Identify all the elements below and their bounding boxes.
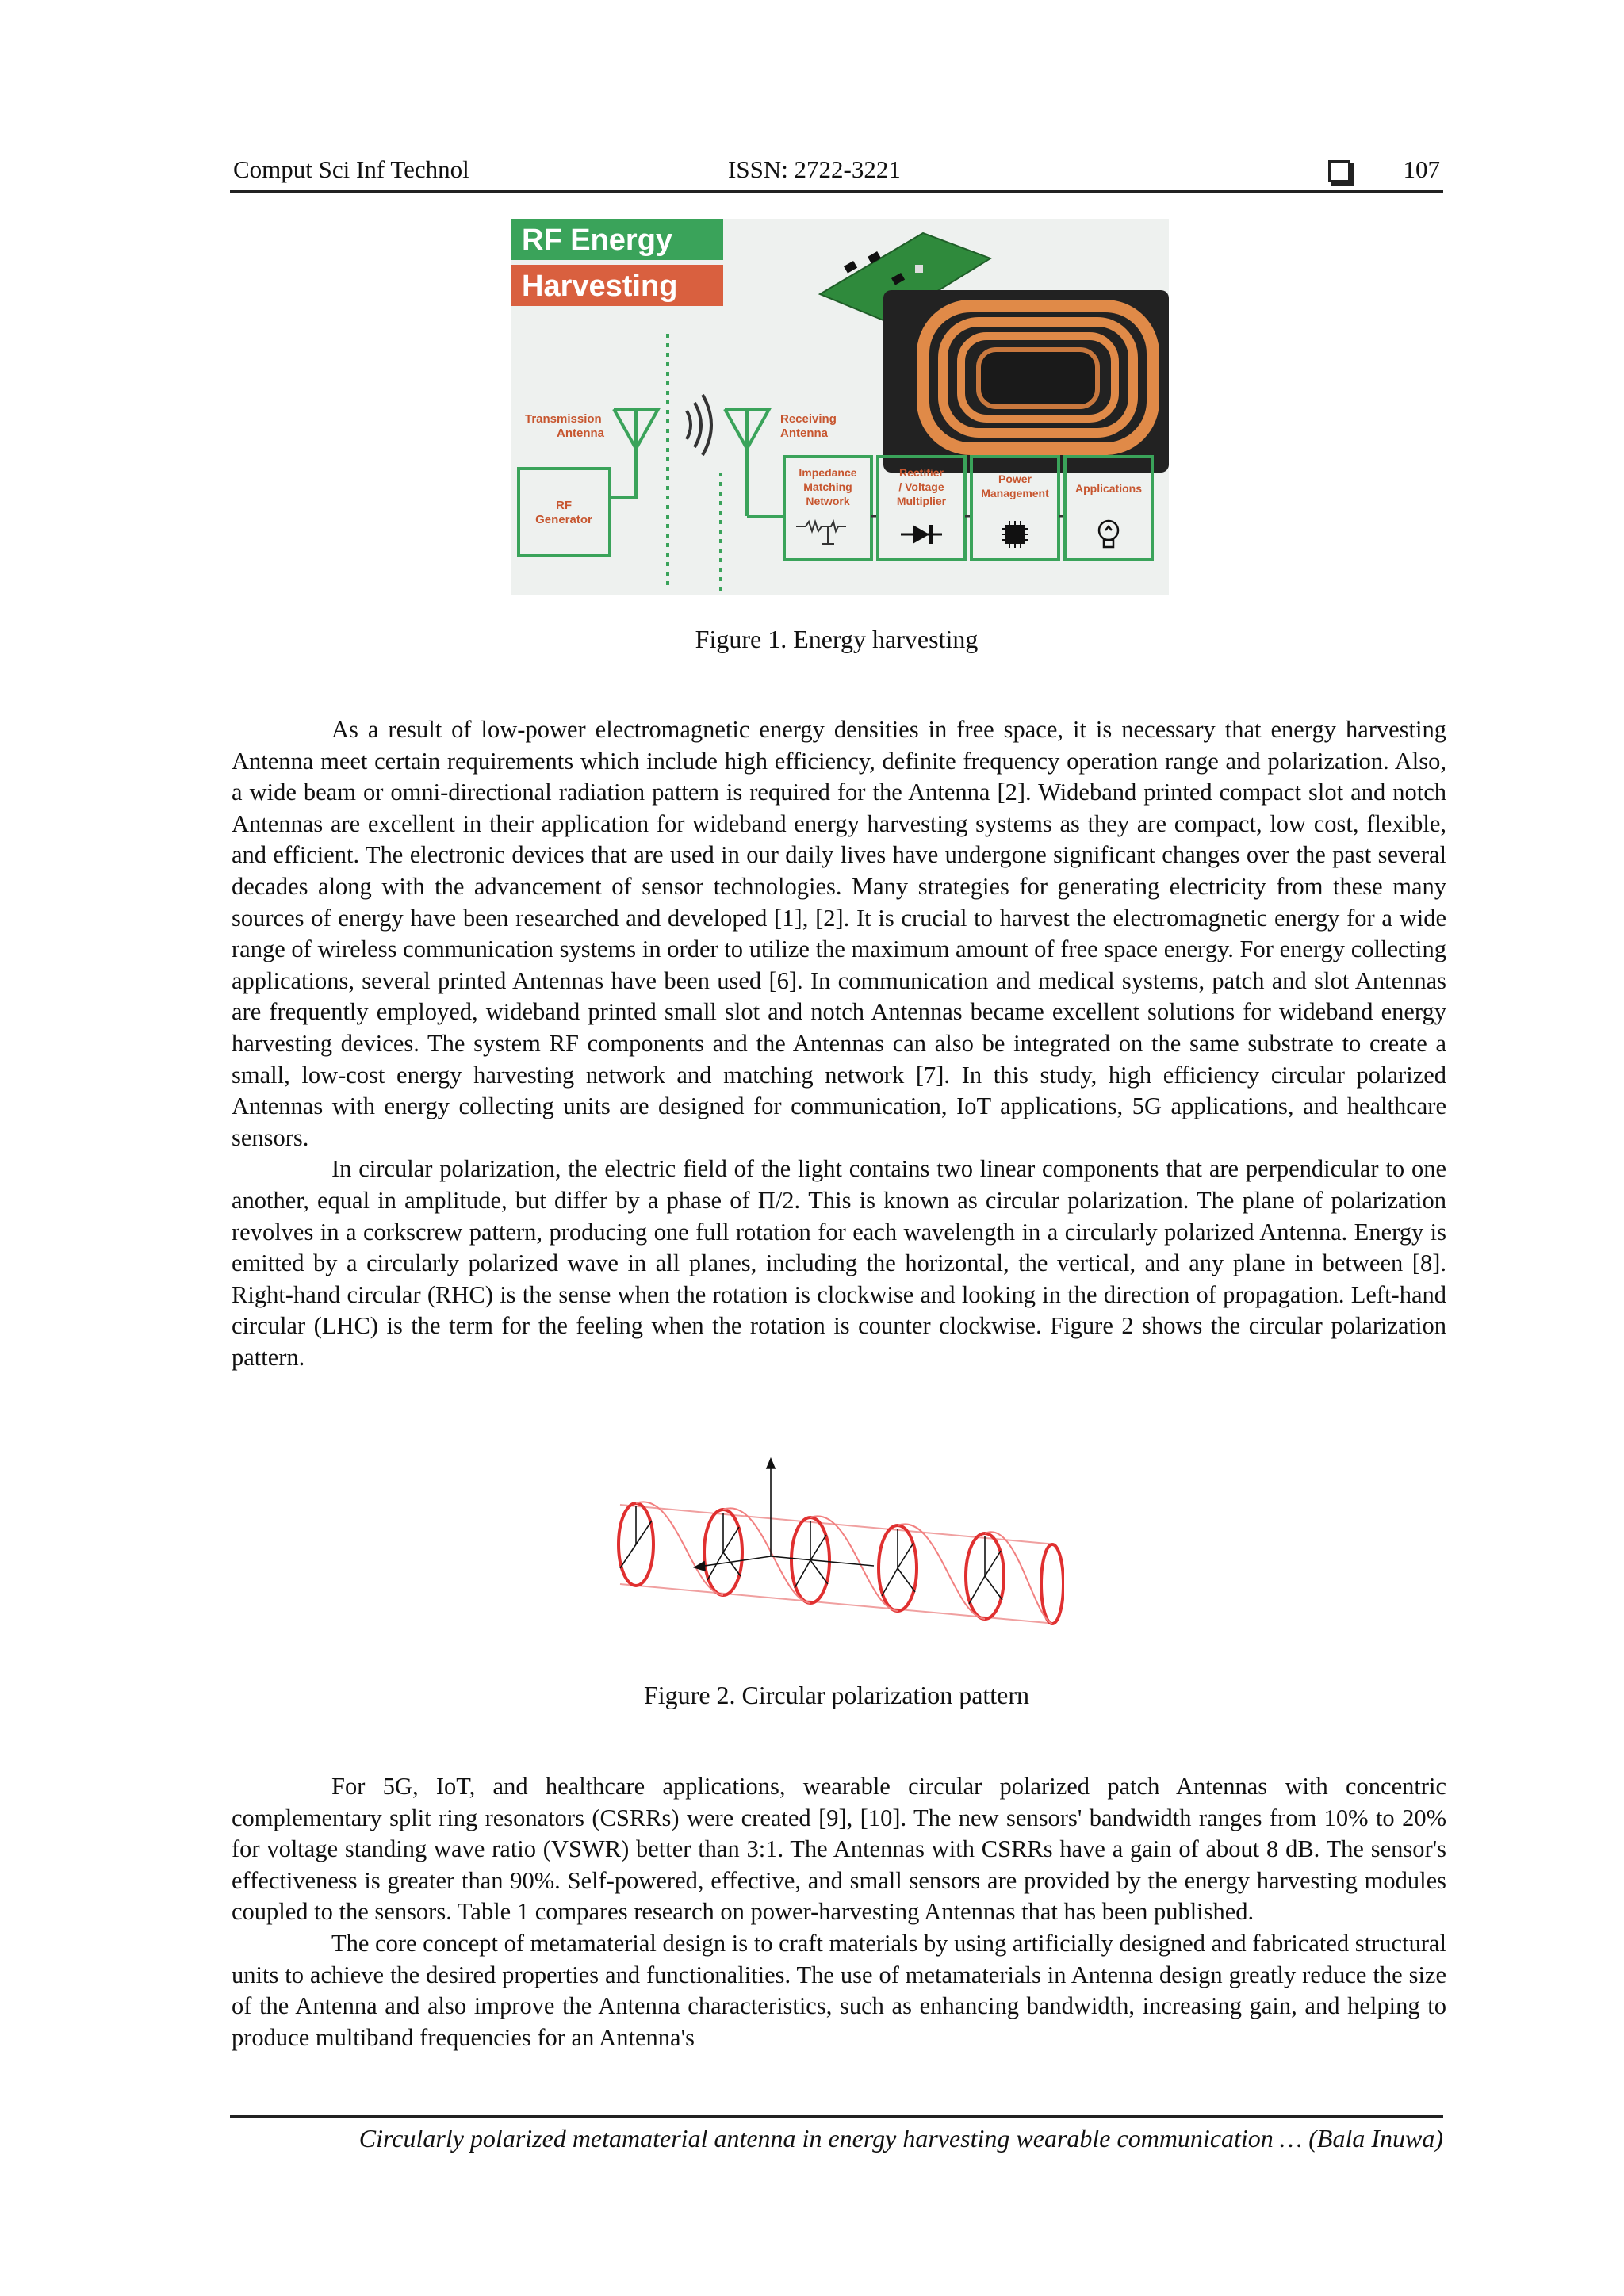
rf-generator-label-1: RF (556, 499, 572, 512)
issn: ISSN: 2722-3221 (728, 155, 901, 183)
page-number: 107 (1403, 155, 1440, 183)
paragraph-4: The core concept of metamaterial design is to craft materials by using artificially designed and fabricated structural units to achieve the desired properties and functionalities. The use of metamaterials in Antenna design greatly reduce the size of the Antenna and also improve the Antenna characteristics, such as enhancing bandwidth, increasing gain, and helping to produce multiband frequencies for an Antenna's (232, 1929, 1446, 2051)
figure-1-caption: Figure 1. Energy harvesting (695, 625, 979, 653)
svg-text:Applications: Applications (1074, 482, 1143, 495)
svg-text:Power: Power (998, 473, 1032, 485)
svg-text:Multiplier: Multiplier (896, 495, 947, 507)
running-header (230, 155, 1443, 193)
rf-generator-label-2: Generator (535, 513, 592, 526)
figure-1-energy-harvesting (511, 219, 1169, 595)
svg-text:Management: Management (981, 487, 1049, 499)
square-bullet-icon (1328, 160, 1350, 182)
label-receiving: Receiving (780, 412, 837, 426)
title-rf-energy: RF Energy (522, 224, 673, 257)
paragraph-3: For 5G, IoT, and healthcare applications, wearable circular polarized patch Antennas with concentric complementary split ring resonators (CSRRs) were created [9], [10]. The new sensors' bandwidth ranges from 10% to 20% for voltage standing wave ratio (VSWR) better than 3:1. The Antennas with CSRRs have a gain of about 8 dB. The sensor's effectiveness is greater than 90%. Self-powered, effective, and small sensors are provided by the energy harvesting modules coupled to the sensors. Table 1 compares research on power-harvesting Antennas that has been published. (232, 1773, 1446, 1926)
svg-text:Rectifier: Rectifier (898, 466, 944, 479)
svg-text:Impedance: Impedance (799, 466, 857, 479)
figure-2-caption: Figure 2. Circular polarization pattern (643, 1681, 1030, 1709)
paragraph-1: As a result of low-power electromagnetic energy densities in free space, it is necessary that energy harvesting Antenna meet certain requirements which include high efficiency, definite frequency operation range and polarization. Also, a wide beam or omni-directional radiation pattern is required for the Antenna [2]. Wideband printed compact slot and notch Antennas are excellent in their application for wideband energy harvesting systems as they are compact, low cost, flexible, and efficient. The electronic devices that are used in our daily lives have undergone significant changes over the past several decades along with the advancement of sensor technologies. Many strategies for generating electricity from these many sources of energy have been researched and developed [1], [2]. It is crucial to harvest the electromagnetic energy for a wide range of wireless communication systems in order to utilize the maximum amount of free space energy. For energy collecting applications, several printed Antennas have been used [6]. In communication and medical systems, patch and slot Antennas are frequently employed, wideband printed small slot and notch Antennas became excellent solutions for wideband energy harvesting devices. The system RF components and the Antennas can also be integrated on the same substrate to create a small, low-cost energy harvesting network and matching network [7]. In this study, high efficiency circular polarized Antennas with energy collecting units are designed for communication, IoT applications, 5G applications, and healthcare sensors. (232, 716, 1446, 1151)
label-transmission: Transmission (525, 412, 602, 426)
running-footer: Circularly polarized metamaterial antenna in energy harvesting wearable communication … (Bala Inuwa) (230, 2115, 1443, 2153)
label-receiving-antenna: Antenna (780, 427, 828, 440)
svg-text:/ Voltage: / Voltage (898, 480, 944, 493)
journal-name: Comput Sci Inf Technol (233, 155, 469, 183)
body-section-1 (232, 714, 1446, 1373)
body-section-2 (232, 1771, 1446, 2053)
paragraph-2: In circular polarization, the electric field of the light contains two linear components that are perpendicular to one another, equal in amplitude, but differ by a phase of Π/2. This is known as circular polarization. The plane of polarization revolves in a corkscrew pattern, producing one full rotation for each wavelength in a circularly polarized Antenna. Energy is emitted by a circularly polarized wave in all planes, including the horizontal, the vertical, and any plane in between [8]. Right-hand circular (RHC) is the sense when the rotation is clockwise and looking in the direction of propagation. Left-hand circular (LHC) is the term for the feeling when the rotation is counter clockwise. Figure 2 shows the circular polarization pattern. (232, 1155, 1446, 1371)
title-harvesting: Harvesting (522, 270, 678, 303)
svg-text:Network: Network (806, 495, 850, 507)
svg-text:Matching: Matching (803, 480, 852, 493)
label-transmission-antenna: Antenna (557, 427, 604, 440)
figure-2-circular-polarization (612, 1457, 1064, 1657)
